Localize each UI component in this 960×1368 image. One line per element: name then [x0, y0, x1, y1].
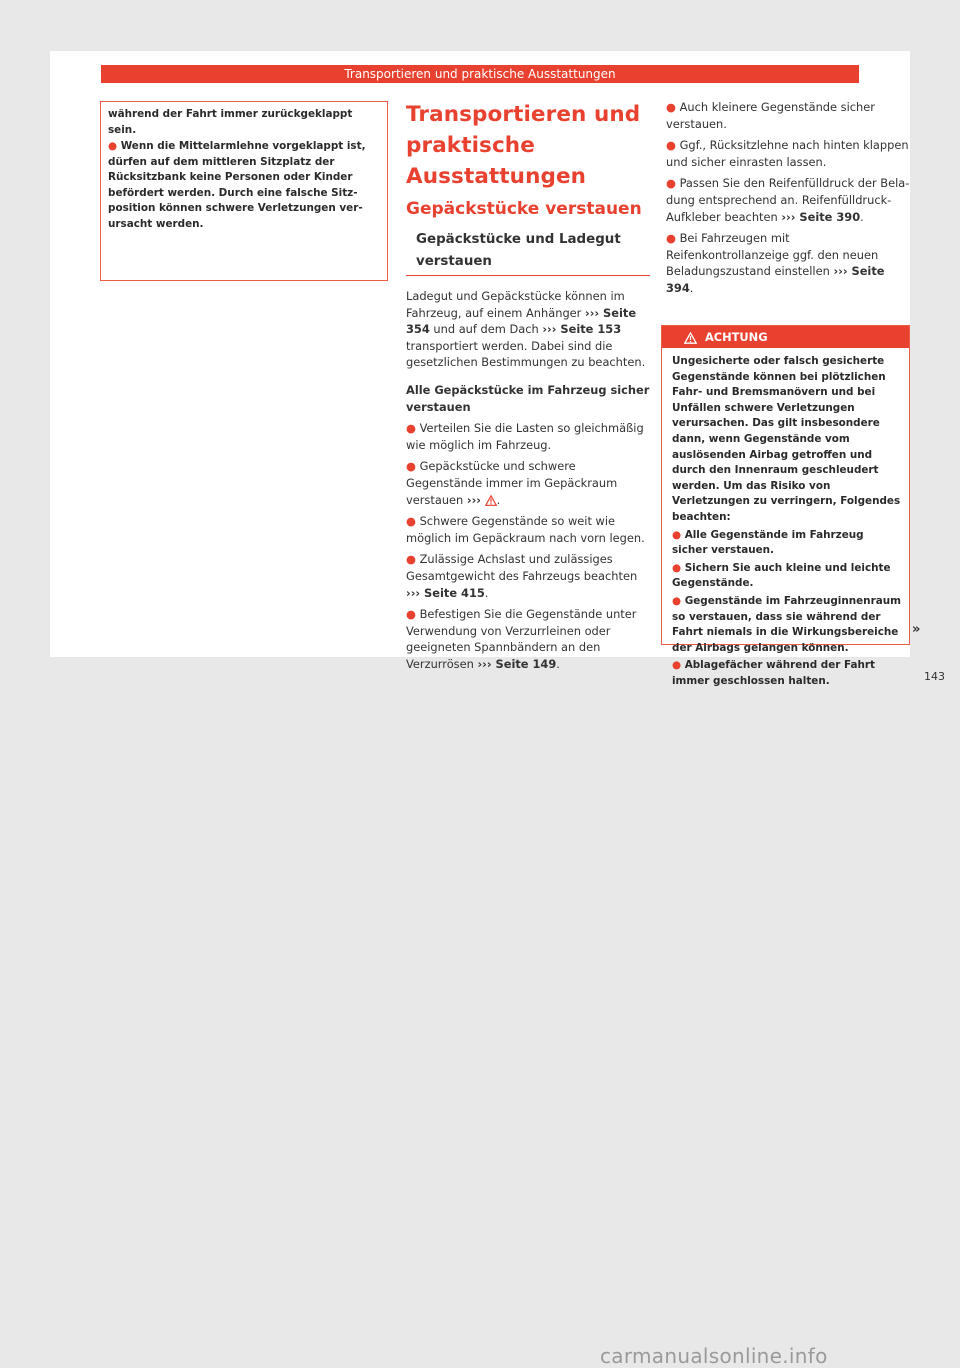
warning-bullet-text: Ablagefächer während der Fahrt immer geschlossen halten.	[672, 659, 875, 687]
bullet-icon: ●	[672, 561, 682, 574]
main-column	[406, 99, 650, 677]
warning-box	[661, 325, 910, 687]
watermark: carmanualsonline.info	[600, 1344, 828, 1368]
list-item-text: Gepäckstücke und schwere Gegenstände immer im Gepäckraum verstauen	[406, 459, 618, 507]
warning-bullet-text: Wenn die Mittelarmlehne vorgeklappt ist, dürfen auf dem mittleren Sitzplatz der Rücksitzbank keine Personen oder Kinder befördert werden. Durch eine falsche Sitzposition können schwere Verletzungen verursacht werden.	[108, 140, 366, 230]
warning-continued-text: während der Fahrt immer zurückgeklappt sein.	[108, 108, 353, 136]
intro-text-2: und auf dem Dach	[429, 322, 543, 337]
intro-text-1: Ladegut und Gepäckstücke können im Fahrzeug, auf einem Anhänger	[406, 289, 625, 320]
ref-link-seite-390[interactable]: ››› Seite 390	[781, 209, 861, 224]
running-header-title: Transportieren und praktische Ausstattungen	[344, 67, 616, 81]
ref-link-seite-394[interactable]: ››› Seite 394	[666, 264, 885, 295]
bullet-icon: ●	[666, 176, 676, 191]
warning-bullet	[672, 594, 901, 656]
bullet-icon: ●	[666, 138, 676, 153]
list-item: ● Gepäckstücke und schwere Gegenstände immer im Gepäckraum verstauen ››› .	[406, 459, 618, 507]
list-item-text: Auch kleinere Gegenstände sicher verstauen.	[666, 100, 875, 131]
warning-bullet	[108, 139, 380, 232]
bullet-icon: ●	[406, 514, 416, 529]
bullet-icon: ●	[406, 552, 416, 567]
chapter-title: Transportieren und praktische Ausstattungen	[406, 102, 641, 189]
list-item-text: Schwere Gegenstände so weit wie möglich im Gepäckraum nach vorn legen.	[406, 514, 645, 545]
subhead: Alle Gepäckstücke im Fahrzeug sicher verstauen	[406, 382, 650, 414]
intro-paragraph	[406, 288, 650, 371]
bullet-icon: ●	[406, 459, 416, 474]
warning-triangle-icon[interactable]	[485, 495, 497, 506]
warning-triangle-icon	[684, 332, 697, 344]
page-number: 143	[924, 670, 945, 683]
warning-bullet	[672, 528, 901, 559]
list-item-text: Befestigen Sie die Gegenstände unter Verwendung von Verzurrleinen oder geeigneten Spannbändern an den Verzurrösen	[406, 607, 637, 671]
list-item: ● Befestigen Sie die Gegenstände unter Verwendung von Verzurrleinen oder geeigneten Spannbändern an den Verzurrösen ››› Seite 149.	[406, 607, 637, 671]
ref-link-seite-153[interactable]: ››› Seite 153	[542, 322, 622, 337]
footer	[0, 668, 960, 1368]
list-item-text: Bei Fahrzeugen mit Reifenkontrollanzeige ggf. den neuen Beladungszustand einstellen	[666, 231, 879, 279]
running-header	[101, 65, 859, 83]
page	[50, 51, 945, 687]
list-item	[666, 137, 910, 170]
continued-warning-box	[100, 101, 388, 281]
bullet-icon: ●	[672, 659, 682, 672]
list-item-text: Verteilen Sie die Lasten so gleichmäßig wie möglich im Fahrzeug.	[406, 421, 644, 452]
bullet-icon: ●	[672, 528, 682, 541]
warning-bullet-text: Alle Gegenstände im Fahrzeug sicher verstauen.	[672, 528, 864, 557]
right-column	[666, 99, 910, 302]
warning-title: ACHTUNG	[704, 330, 768, 344]
list-item	[406, 420, 650, 453]
section-title: Gepäckstücke verstauen	[406, 199, 642, 219]
warning-intro: Ungesicherte oder falsch gesicherte Gegenstände können bei plötzlichen Fahr- und Bremsmanövern und bei Unfällen schwere Verletzungen verursachen. Das gilt insbesondere dann, wenn Gegenstände vom auslösenden Airbag getroffen und durch den Innenraum geschleudert werden. Um das Risiko von Verletzungen zu verringern, Folgendes beachten:	[672, 355, 901, 523]
list-item-text: Zulässige Achslast und zulässiges Gesamtgewicht des Fahrzeugs beachten	[406, 552, 638, 583]
warning-bullet	[672, 561, 901, 592]
bullet-icon: ●	[406, 607, 416, 622]
continued-marker: »	[912, 622, 921, 637]
intro-text-3: transportiert werden. Dabei sind die gesetzlichen Bestimmungen zu beachten.	[406, 338, 646, 370]
warning-body	[662, 348, 909, 689]
list-item-text: Passen Sie den Reifenfülldruck der Beladung entsprechend an. Reifenfülldruck-Aufkleber beachten	[666, 176, 910, 224]
list-item-text: Ggf., Rücksitzlehne nach hinten klappen und sicher einrasten lassen.	[666, 138, 909, 169]
ref-link-seite-415[interactable]: ››› Seite 415	[406, 585, 485, 600]
ref-link-seite-149[interactable]: ››› Seite 149	[477, 656, 557, 671]
list-item	[666, 99, 910, 132]
warning-header	[662, 326, 909, 348]
ref-link-seite-354[interactable]: ››› Seite 354	[406, 305, 637, 337]
bullet-icon: ●	[672, 594, 682, 607]
subsection-title: Gepäckstücke und Ladegut verstauen	[416, 232, 621, 269]
bullet-icon: ●	[108, 140, 118, 152]
list-item: ● Passen Sie den Reifenfülldruck der Beladung entsprechend an. Reifenfülldruck-Aufkleber beachten ››› Seite 390.	[666, 176, 910, 224]
heading-rule	[406, 275, 650, 276]
bullet-icon: ●	[666, 100, 676, 114]
list-item: ● Zulässige Achslast und zulässiges Gesamtgewicht des Fahrzeugs beachten ››› Seite 415.	[406, 552, 638, 600]
list-item	[406, 513, 650, 546]
bullet-icon: ●	[666, 231, 676, 246]
warning-bullet-text: Gegenstände im Fahrzeuginnenraum so verstauen, dass sie während der Fahrt niemals in die Wirkungsbereiche der Airbags gelangen können.	[672, 594, 901, 654]
list-item: ● Bei Fahrzeugen mit Reifenkontrollanzeige ggf. den neuen Beladungszustand einstellen ››› Seite 394.	[666, 231, 885, 295]
warning-bullet-text: Sichern Sie auch kleine und leichte Gegenstände.	[672, 561, 891, 590]
ref-link-warning[interactable]: ›››	[466, 492, 481, 507]
bullet-icon: ●	[406, 421, 416, 436]
